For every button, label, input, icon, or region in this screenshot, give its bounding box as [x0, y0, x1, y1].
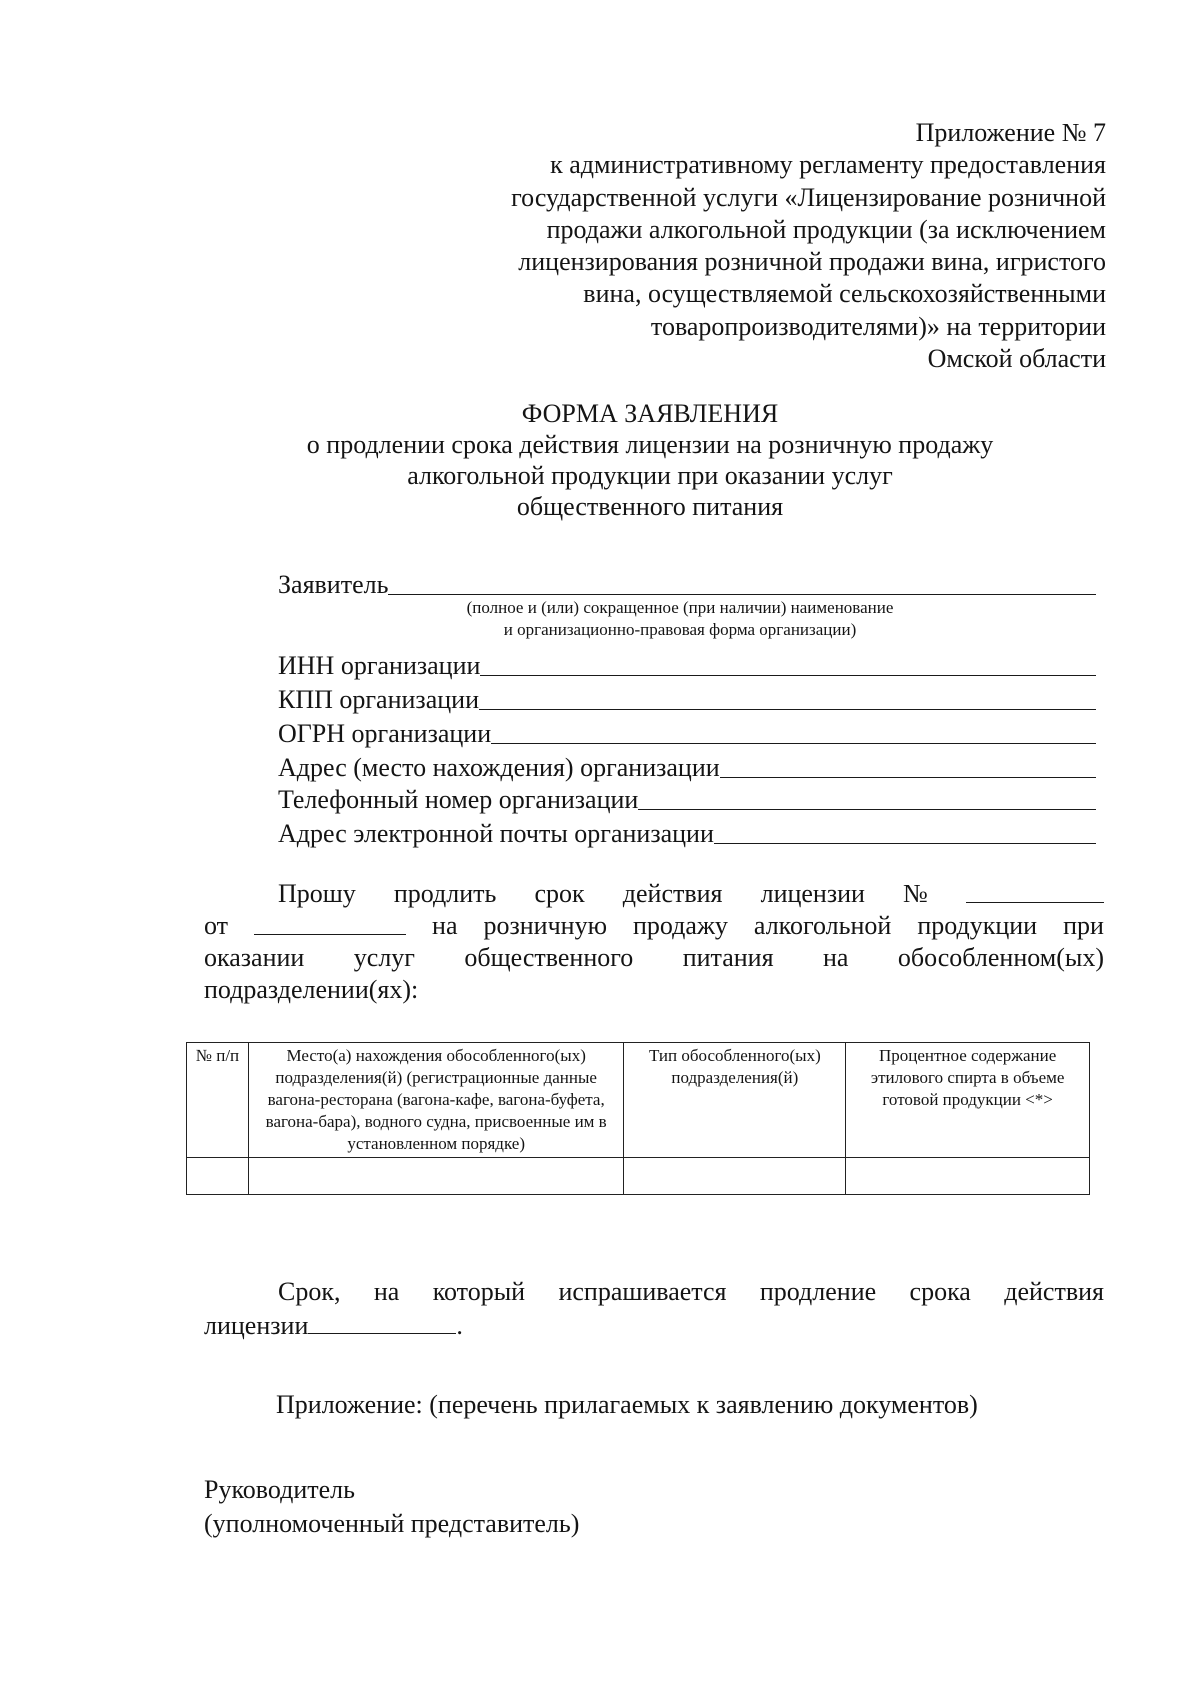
address-label: Адрес (место нахождения) организации	[278, 753, 720, 782]
term-word: срока	[909, 1277, 971, 1306]
request-word: оказании	[204, 943, 305, 972]
ogrn-field[interactable]	[491, 742, 1096, 744]
license-number-field[interactable]	[966, 878, 1104, 903]
term-word: Срок,	[278, 1277, 341, 1306]
form-subtitle-line: алкогольной продукции при оказании услуг	[407, 461, 893, 490]
request-line-3	[204, 942, 1104, 974]
phone-field[interactable]	[638, 808, 1096, 810]
request-word: №	[903, 879, 928, 908]
table-cell[interactable]	[624, 1158, 846, 1195]
table-row	[187, 1158, 1090, 1195]
inn-label: ИНН организации	[278, 651, 481, 680]
appendix-header	[440, 117, 1106, 375]
table-cell[interactable]	[248, 1158, 624, 1195]
request-line-2	[204, 910, 1104, 942]
applicant-hint-line: и организационно-правовая форма организации)	[503, 620, 857, 639]
request-word: от	[204, 911, 229, 940]
form-heading: ФОРМА ЗАЯВЛЕНИЯ	[521, 399, 779, 428]
request-word: на	[432, 911, 458, 940]
appendix-line: Омской области	[927, 344, 1106, 374]
table-header-cell: Место(а) нахождения обособленного(ых) подразделения(й) (регистрационные данные вагона-ресторана (вагона-кафе, вагона-буфета, вагона-бара), водного судна, присвоенные им в установленном порядке)	[248, 1043, 624, 1158]
signature-subtitle: (уполномоченный представитель)	[204, 1509, 580, 1538]
form-title	[200, 398, 1100, 522]
request-word: лицензии	[760, 879, 865, 908]
request-word: продукции	[917, 911, 1038, 940]
kpp-field[interactable]	[479, 708, 1096, 710]
kpp-label: КПП организации	[278, 685, 479, 714]
kpp-row	[278, 681, 1096, 715]
term-word: действия	[1004, 1277, 1104, 1306]
table-header-cell: Процентное содержание этилового спирта в объеме готовой продукции <*>	[846, 1043, 1090, 1158]
table-cell[interactable]	[187, 1158, 249, 1195]
request-word: продажу	[633, 911, 728, 940]
appendix-line: государственной услуги «Лицензирование розничной	[511, 182, 1106, 212]
request-word: розничную	[483, 911, 608, 940]
signature-block	[204, 1473, 579, 1541]
request-word: обособленном(ых)	[897, 943, 1104, 972]
attachment-line: Приложение: (перечень прилагаемых к заявлению документов)	[276, 1390, 978, 1419]
applicant-hint-line: (полное и (или) сокращенное (при наличии) наименование	[466, 598, 894, 617]
subdivisions-table	[186, 1042, 1090, 1195]
request-line-4: подразделении(ях):	[204, 975, 419, 1004]
applicant-hint	[420, 597, 940, 641]
request-paragraph	[204, 878, 1104, 1006]
applicant-field[interactable]	[388, 593, 1096, 595]
request-word: питания	[682, 943, 774, 972]
request-word: действия	[622, 879, 723, 908]
license-date-field[interactable]	[254, 910, 406, 935]
appendix-line: вина, осуществляемой сельскохозяйственными	[583, 279, 1106, 309]
table-header-cell: № п/п	[187, 1043, 249, 1158]
request-word: на	[822, 943, 849, 972]
request-word: алкогольной	[753, 911, 892, 940]
inn-field[interactable]	[480, 674, 1096, 676]
applicant-label: Заявитель	[278, 570, 389, 599]
ogrn-label: ОГРН организации	[278, 719, 492, 748]
term-period: .	[456, 1311, 463, 1340]
email-row	[278, 815, 1096, 849]
inn-row	[278, 647, 1096, 681]
phone-label: Телефонный номер организации	[278, 785, 639, 814]
request-word: Прошу	[278, 879, 356, 908]
appendix-number: Приложение № 7	[915, 118, 1106, 147]
appendix-line: товаропроизводителями)» на территории	[650, 311, 1106, 341]
appendix-line: лицензирования розничной продажи вина, игристого	[518, 247, 1106, 277]
appendix-line: продажи алкогольной продукции (за исключением	[546, 214, 1106, 244]
term-field[interactable]	[308, 1309, 456, 1334]
request-word: продлить	[393, 879, 497, 908]
term-word: испрашивается	[558, 1277, 727, 1306]
term-line-2	[204, 1309, 1104, 1343]
form-subtitle-line: о продлении срока действия лицензии на розничную продажу	[306, 430, 994, 459]
email-field[interactable]	[714, 842, 1096, 844]
request-line-1	[204, 878, 1104, 910]
form-subtitle-line: общественного питания	[516, 492, 784, 521]
signature-title: Руководитель	[204, 1475, 355, 1504]
table-header-row	[187, 1043, 1090, 1158]
appendix-line: к административному регламенту предоставления	[550, 150, 1106, 180]
applicant-row	[278, 566, 1096, 600]
table-header-cell: Тип обособленного(ых) подразделения(й)	[624, 1043, 846, 1158]
term-word: который	[432, 1277, 526, 1306]
request-word: срок	[534, 879, 585, 908]
table-cell[interactable]	[846, 1158, 1090, 1195]
phone-row	[278, 781, 1096, 815]
term-paragraph	[204, 1275, 1104, 1343]
request-word: услуг	[353, 943, 415, 972]
address-row	[278, 749, 1096, 783]
request-word: при	[1063, 911, 1104, 940]
term-word: продление	[759, 1277, 877, 1306]
term-word: на	[373, 1277, 400, 1306]
term-label: лицензии	[204, 1311, 309, 1340]
term-line-1	[204, 1275, 1104, 1309]
request-word: общественного	[464, 943, 634, 972]
ogrn-row	[278, 715, 1096, 749]
address-field[interactable]	[720, 776, 1096, 778]
email-label: Адрес электронной почты организации	[278, 819, 714, 848]
